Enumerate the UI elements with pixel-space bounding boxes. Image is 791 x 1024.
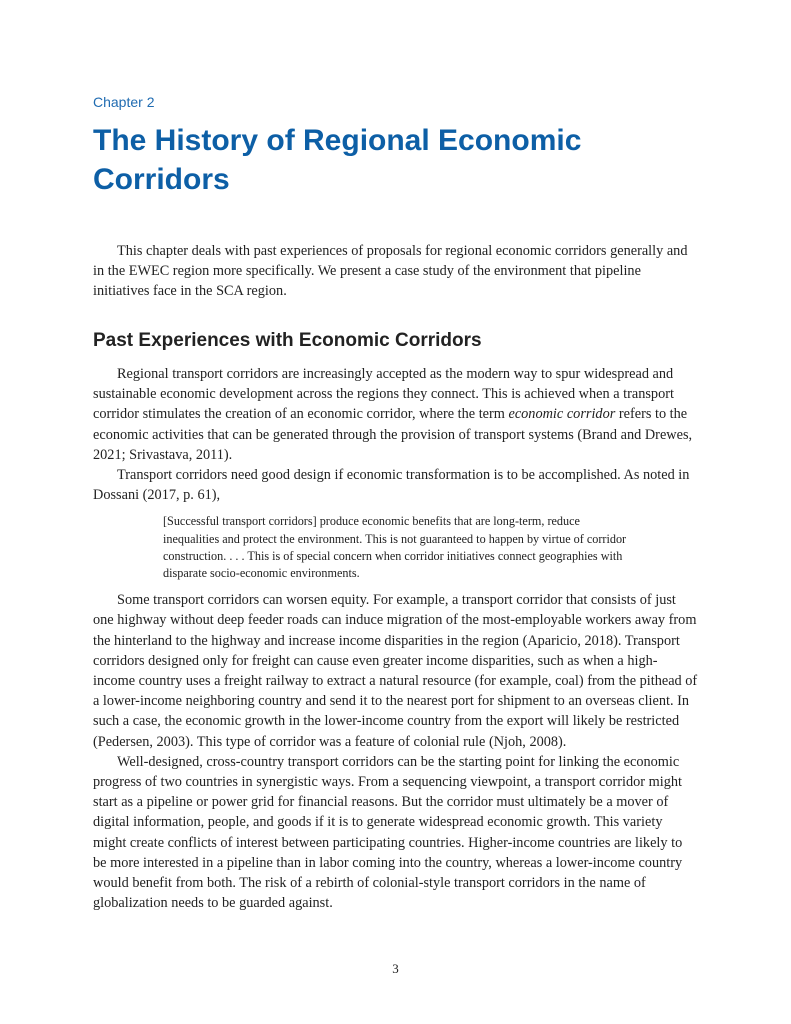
section-heading: Past Experiences with Economic Corridors bbox=[93, 330, 482, 351]
block-quote: [Successful transport corridors] produce economic benefits that are long-term, reduce inequalities and protect the environment. This is not guaranteed to happen by virtue of corridor construction. . . . This is of special concern when corridor initiatives connect geographies with disparate socio-economic environments. bbox=[163, 514, 627, 581]
paragraph-2: Transport corridors need good design if economic transformation is to be accomplished. As noted in Dossani (2017, p. 61), bbox=[93, 467, 690, 504]
paragraph-1 bbox=[93, 364, 699, 465]
chapter-title: The History of Regional Economic Corridors bbox=[93, 124, 582, 196]
paragraph-1-lead: Regional transport corridors are increasingly accepted as the modern way to spur widespread and sustainable economic development across the regions they connect. This is achieved when a transport corridor stimulates the creation of an economic corridor, where the term bbox=[93, 366, 674, 423]
paragraph-3: Some transport corridors can worsen equity. For example, a transport corridor that consists of just one highway without deep feeder roads can induce migration of the most-employable workers away from the hinterland to the highway and increase income disparities in the region (Aparicio, 2018). Transport corridors designed only for freight can cause even greater income disparities, such as when a high-income country uses a freight railway to extract a natural resource (for example, coal) from the pithead of a lower-income neighboring country and send it to the nearest port for shipment to an overseas client. In such a case, the economic growth in the lower-income country from the export will likely be restricted (Pedersen, 2003). This type of corridor was a feature of colonial rule (Njoh, 2008). bbox=[93, 592, 698, 750]
chapter-label: Chapter 2 bbox=[93, 94, 155, 110]
paragraph-1-rest: refers to the economic activities that can be generated through the provision of transport systems (Brand and Drewes, 2021; Srivastava, 2011). bbox=[93, 406, 693, 463]
paragraph-4: Well-designed, cross-country transport corridors can be the starting point for linking the economic progress of two countries in synergistic ways. From a sequencing viewpoint, a transport corridor might start as a pipeline or power grid for financial reasons. But the corridor must ultimately be a mover of digital information, people, and goods if it is to generate widespread economic growth. This variety might create conflicts of interest between participating countries. Higher-income countries are likely to be more interested in a pipeline than in labor coming into the country, whereas a lower-income country would benefit from both. The risk of a rebirth of colonial-style transport corridors in the name of globalization needs to be guarded against. bbox=[93, 753, 683, 912]
term-economic-corridor: economic corridor bbox=[508, 406, 616, 423]
intro-paragraph: This chapter deals with past experiences of proposals for regional economic corridors generally and in the EWEC region more specifically. We present a case study of the environment that pipeline initiatives face in the SCA region. bbox=[93, 243, 688, 300]
section-body bbox=[93, 364, 699, 913]
page-number: 3 bbox=[392, 961, 399, 976]
